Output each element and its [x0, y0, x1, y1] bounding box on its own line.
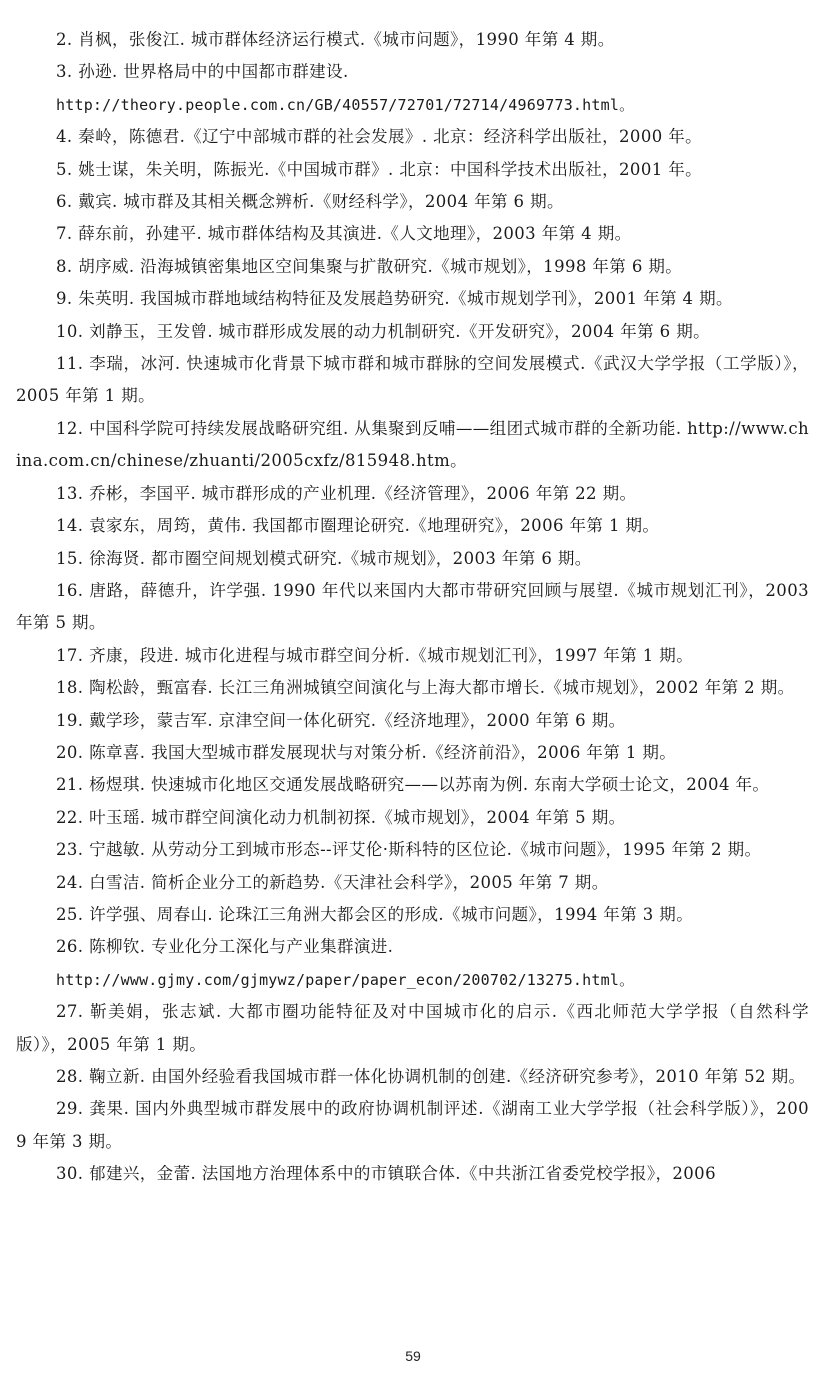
- reference-item: 19. 戴学珍，蒙吉军. 京津空间一体化研究.《经济地理》，2000 年第 6 期。: [56, 710, 626, 730]
- reference-item: 9. 朱英明. 我国城市群地域结构特征及发展趋势研究.《城市规划学刊》，2001 年第 4 期。: [56, 289, 733, 309]
- reference-list: [16, 24, 809, 1191]
- reference-item: 22. 叶玉瑶. 城市群空间演化动力机制初探.《城市规划》，2004 年第 5 期。: [56, 807, 626, 827]
- reference-item: 11. 李瑞，冰河. 快速城市化背景下城市群和城市群脉的空间发展模式.《武汉大学学报（工学版）》，2005 年第 1 期。: [16, 354, 809, 406]
- reference-item: 12. 中国科学院可持续发展战略研究组. 从集聚到反哺——组团式城市群的全新功能. http://www.china.com.cn/chinese/zhuanti/2005cxfz/815948.htm。: [16, 418, 809, 471]
- reference-item: 21. 杨煜琪. 快速城市化地区交通发展战略研究——以苏南为例. 东南大学硕士论文，2004 年。: [56, 775, 770, 795]
- reference-item: 18. 陶松龄，甄富春. 长江三角洲城镇空间演化与上海大都市增长.《城市规划》，2002 年第 2 期。: [56, 678, 795, 698]
- reference-item: 26. 陈柳钦. 专业化分工深化与产业集群演进.: [56, 937, 394, 957]
- reference-item: 14. 袁家东，周筠，黄伟. 我国都市圈理论研究.《地理研究》，2006 年第 1 期。: [56, 516, 660, 536]
- reference-item: 23. 宁越敏. 从劳动分工到城市形态--评艾伦·斯科特的区位论.《城市问题》，1995 年第 2 期。: [56, 840, 762, 860]
- reference-item: 3. 孙逊. 世界格局中的中国都市群建设.: [56, 62, 349, 82]
- reference-url: http://theory.people.com.cn/GB/40557/72701/72714/4969773.html。: [56, 95, 635, 114]
- reference-item: 10. 刘静玉，王发曾. 城市群形成发展的动力机制研究.《开发研究》，2004 年第 6 期。: [56, 321, 710, 341]
- reference-item: 29. 龚果. 国内外典型城市群发展中的政府协调机制评述.《湖南工业大学学报（社会科学版）》，2009 年第 3 期。: [16, 1099, 809, 1151]
- reference-item: 20. 陈章喜. 我国大型城市群发展现状与对策分析.《经济前沿》，2006 年第 1 期。: [56, 742, 677, 762]
- reference-item: 25. 许学强、周春山. 论珠江三角洲大都会区的形成.《城市问题》，1994 年第 3 期。: [56, 904, 694, 924]
- reference-url: http://www.gjmy.com/gjmywz/paper/paper_econ/200702/13275.html。: [56, 970, 635, 989]
- reference-item: 4. 秦岭，陈德君.《辽宁中部城市群的社会发展》. 北京：经济科学出版社，2000 年。: [56, 127, 703, 147]
- reference-item: 7. 薛东前，孙建平. 城市群体结构及其演进.《人文地理》，2003 年第 4 期。: [56, 224, 632, 244]
- reference-url-line: [16, 964, 809, 996]
- reference-item: 13. 乔彬，李国平. 城市群形成的产业机理.《经济管理》，2006 年第 22 期。: [56, 483, 637, 503]
- reference-item: 6. 戴宾. 城市群及其相关概念辨析.《财经科学》，2004 年第 6 期。: [56, 192, 564, 212]
- reference-item: 15. 徐海贤. 都市圈空间规划模式研究.《城市规划》，2003 年第 6 期。: [56, 548, 592, 568]
- page-number: 59: [405, 1348, 421, 1364]
- reference-item: 24. 白雪洁. 简析企业分工的新趋势.《天津社会科学》，2005 年第 7 期。: [56, 872, 609, 892]
- reference-url-line: [16, 89, 809, 121]
- reference-item: 27. 靳美娟，张志斌. 大都市圈功能特征及对中国城市化的启示.《西北师范大学学报（自然科学版）》，2005 年第 1 期。: [16, 1002, 809, 1054]
- reference-item: 5. 姚士谋，朱关明，陈振光.《中国城市群》. 北京：中国科学技术出版社，2001 年。: [56, 159, 703, 179]
- reference-item: 17. 齐康，段进. 城市化进程与城市群空间分析.《城市规划汇刊》，1997 年第 1 期。: [56, 645, 694, 665]
- reference-item: 28. 鞠立新. 由国外经验看我国城市群一体化协调机制的创建.《经济研究参考》，2010 年第 52 期。: [56, 1067, 806, 1086]
- reference-item: 30. 郁建兴，金蕾. 法国地方治理体系中的市镇联合体.《中共浙江省委党校学报》，2006: [56, 1164, 716, 1184]
- reference-item: 8. 胡序威. 沿海城镇密集地区空间集聚与扩散研究.《城市规划》，1998 年第 6 期。: [56, 256, 683, 276]
- reference-item: 16. 唐路，薛德升，许学强. 1990 年代以来国内大都市带研究回顾与展望.《城市规划汇刊》，2003 年第 5 期。: [16, 580, 809, 633]
- reference-item: 2. 肖枫，张俊江. 城市群体经济运行模式.《城市问题》，1990 年第 4 期。: [56, 30, 615, 49]
